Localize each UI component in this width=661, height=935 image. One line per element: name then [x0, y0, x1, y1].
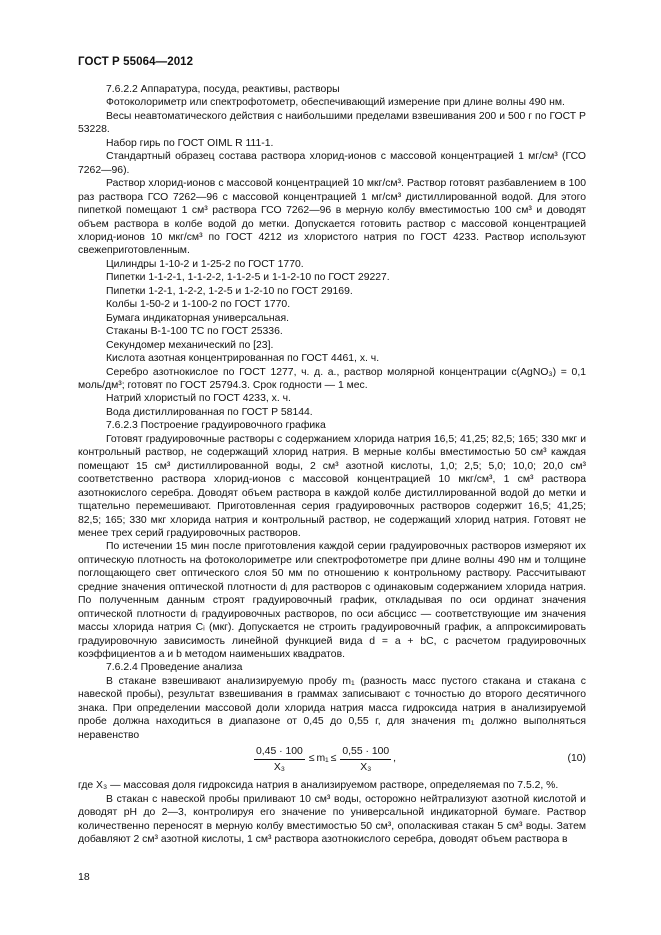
relation-right: ≤ [330, 753, 337, 765]
document-header: ГОСТ Р 55064—2012 [78, 56, 194, 68]
paragraph: Колбы 1-50-2 и 1-100-2 по ГОСТ 1770. [106, 299, 291, 311]
paragraph: Раствор хлорид-ионов с массовой концентрацией 10 мкг/см³. Раствор готовят разбавлением в 100 раз раствора ГСО 7262—96 с массовой концентрацией 1 мг/см³ дистиллированной водой. Для этого пипеткой помещают 1 см³ раствора ГСО 7262—96 в мерную колбу вместимостью 100 см³ и доводят объем раствора в колбе водой до метки. Допускается готовить раствор с массовой концентрацией хлорид-ионов 10 мкг/см³ по ГОСТ 4212 из хлористого натрия по ГОСТ 4233. Раствор используют свежеприготовленным. [78, 178, 586, 257]
left-fraction [254, 745, 305, 774]
section-heading-7-6-2-3: 7.6.2.3 Построение градуировочного графика [106, 420, 326, 432]
page-number: 18 [78, 871, 90, 883]
paragraph: Секундомер механический по [23]. [106, 339, 274, 351]
paragraph: Вода дистиллированная по ГОСТ Р 58144. [106, 406, 313, 418]
left-numerator: 0,45 · 100 [254, 745, 305, 760]
paragraph: Цилиндры 1-10-2 и 1-25-2 по ГОСТ 1770. [106, 258, 304, 270]
formula-10 [78, 743, 586, 777]
section-heading-7-6-2-2: 7.6.2.2 Аппаратура, посуда, реактивы, растворы [106, 84, 340, 95]
paragraph: Стаканы В-1-100 ТС по ГОСТ 25336. [106, 326, 283, 338]
formula-explanation: где X₃ — массовая доля гидроксида натрия в анализируемом растворе, определяемая по 7.5.2, %. [78, 780, 559, 792]
right-numerator: 0,55 · 100 [340, 745, 391, 760]
relation-left: ≤ [308, 753, 315, 765]
paragraph: В стакане взвешивают анализируемую пробу m₁ (разность масс пустого стакана и стакана с навеской пробы), результат взвешивания в граммах записывают с точностью до второго десятичного знака. При определении массовой доли хлорида натрия масса гидроксида натрия в анализируемой пробе должна находиться в диапазоне от 0,45 до 0,55 г, для значения m₁ должно выполняться неравенство [78, 675, 586, 741]
paragraph: Пипетки 1-2-1, 1-2-2, 1-2-5 и 1-2-10 по ГОСТ 29169. [106, 285, 353, 297]
paragraph: Натрий хлористый по ГОСТ 4233, х. ч. [106, 393, 291, 405]
formula-expression [252, 743, 396, 775]
paragraph: Фотоколориметр или спектрофотометр, обеспечивающий измерение при длине волны 490 нм. [106, 97, 565, 109]
paragraph: Пипетки 1-1-2-1, 1-1-2-2, 1-1-2-5 и 1-1-2-10 по ГОСТ 29227. [106, 272, 390, 284]
paragraph: В стакан с навеской пробы приливают 10 см³ воды, осторожно нейтрализуют азотной кислотой и доводят pH до 2—3, контролируя его значение по универсальной индикаторной бумаге. Раствор количественно переносят в мерную колбу вместимостью 50 см³, ополаскивая стакан 5 см³ воды. Затем добавляют 2 см³ азотной кислоты, 1 см³ раствора азотнокислого серебра, доводят объем раствора в [78, 793, 586, 846]
paragraph: Кислота азотная концентрированная по ГОСТ 4461, х. ч. [106, 353, 380, 365]
right-fraction [340, 745, 391, 774]
paragraph: Стандартный образец состава раствора хлорид-ионов с массовой концентрацией 1 мг/см³ (ГСО 7262—96). [78, 151, 586, 176]
right-denominator: X₃ [360, 761, 372, 773]
equation-number: (10) [567, 753, 586, 765]
paragraph: Набор гирь по ГОСТ OIML R 111-1. [106, 137, 274, 149]
paragraph: Готовят градуировочные растворы с содержанием хлорида натрия 16,5; 41,25; 82,5; 165; 330 мкг и контрольный раствор, не содержащий хлорид натрия. В мерные колбы вместимостью 50 см³ каждая помещают 15 см³ дистиллированной воды, 2 см³ азотной кислоты, 1,0; 2,5; 5,0; 10,0; 20,0 см³ соответственно раствора хлорид-ионов с массовой концентрацией 10 мкг/см³, 1 см³ раствора азотнокислого серебра. Доводят объем раствора в каждой колбе дистиллированной водой до метки и тщательно перемешивают. Приготовленная серия градуировочных растворов содержит 16,5; 41,25; 82,5; 165; 330 мкг хлорида натрия и контрольный раствор, не содержащий хлорид натрия. Готовят не менее трех серий градуировочных растворов. [78, 433, 586, 539]
left-denominator: X₃ [273, 761, 285, 773]
paragraph: По истечении 15 мин после приготовления каждой серии градуировочных растворов измеряют их оптическую плотность на фотоколориметре или спектрофотометре при длине волны 490 нм и толщине поглощающего свет оптического слоя 50 мм по отношению к контрольному раствору. Рассчитывают средние значения оптической плотности dᵢ для растворов с одинаковым содержанием хлорида натрия. По полученным данным строят градуировочный график, откладывая по оси ординат значения оптической плотности dᵢ градуировочных растворов, по оси абсцисс — соответствующие им значения массы хлорида натрия Cᵢ (мкг). Допускается не строить градуировочный график, а аппроксимировать градуировочную зависимость линейной функцией вида d = a + bC, с расчетом градуировочных коэффициентов a и b методом наименьших квадратов. [78, 541, 586, 661]
section-heading-7-6-2-4: 7.6.2.4 Проведение анализа [106, 662, 243, 674]
paragraph: Серебро азотнокислое по ГОСТ 1277, ч. д. а., раствор молярной концентрации c(AgNO₃) = 0,1 моль/дм³; готовят по ГОСТ 25794.3. Срок годности — 1 мес. [78, 366, 586, 391]
formula-variable: m₁ [316, 753, 329, 765]
document-body [78, 83, 586, 846]
paragraph: Весы неавтоматического действия с наибольшими пределами взвешивания 200 и 500 г по ГОСТ Р 53228. [78, 110, 586, 136]
paragraph: Бумага индикаторная универсальная. [106, 312, 289, 324]
formula-trailing-comma: , [393, 753, 397, 765]
